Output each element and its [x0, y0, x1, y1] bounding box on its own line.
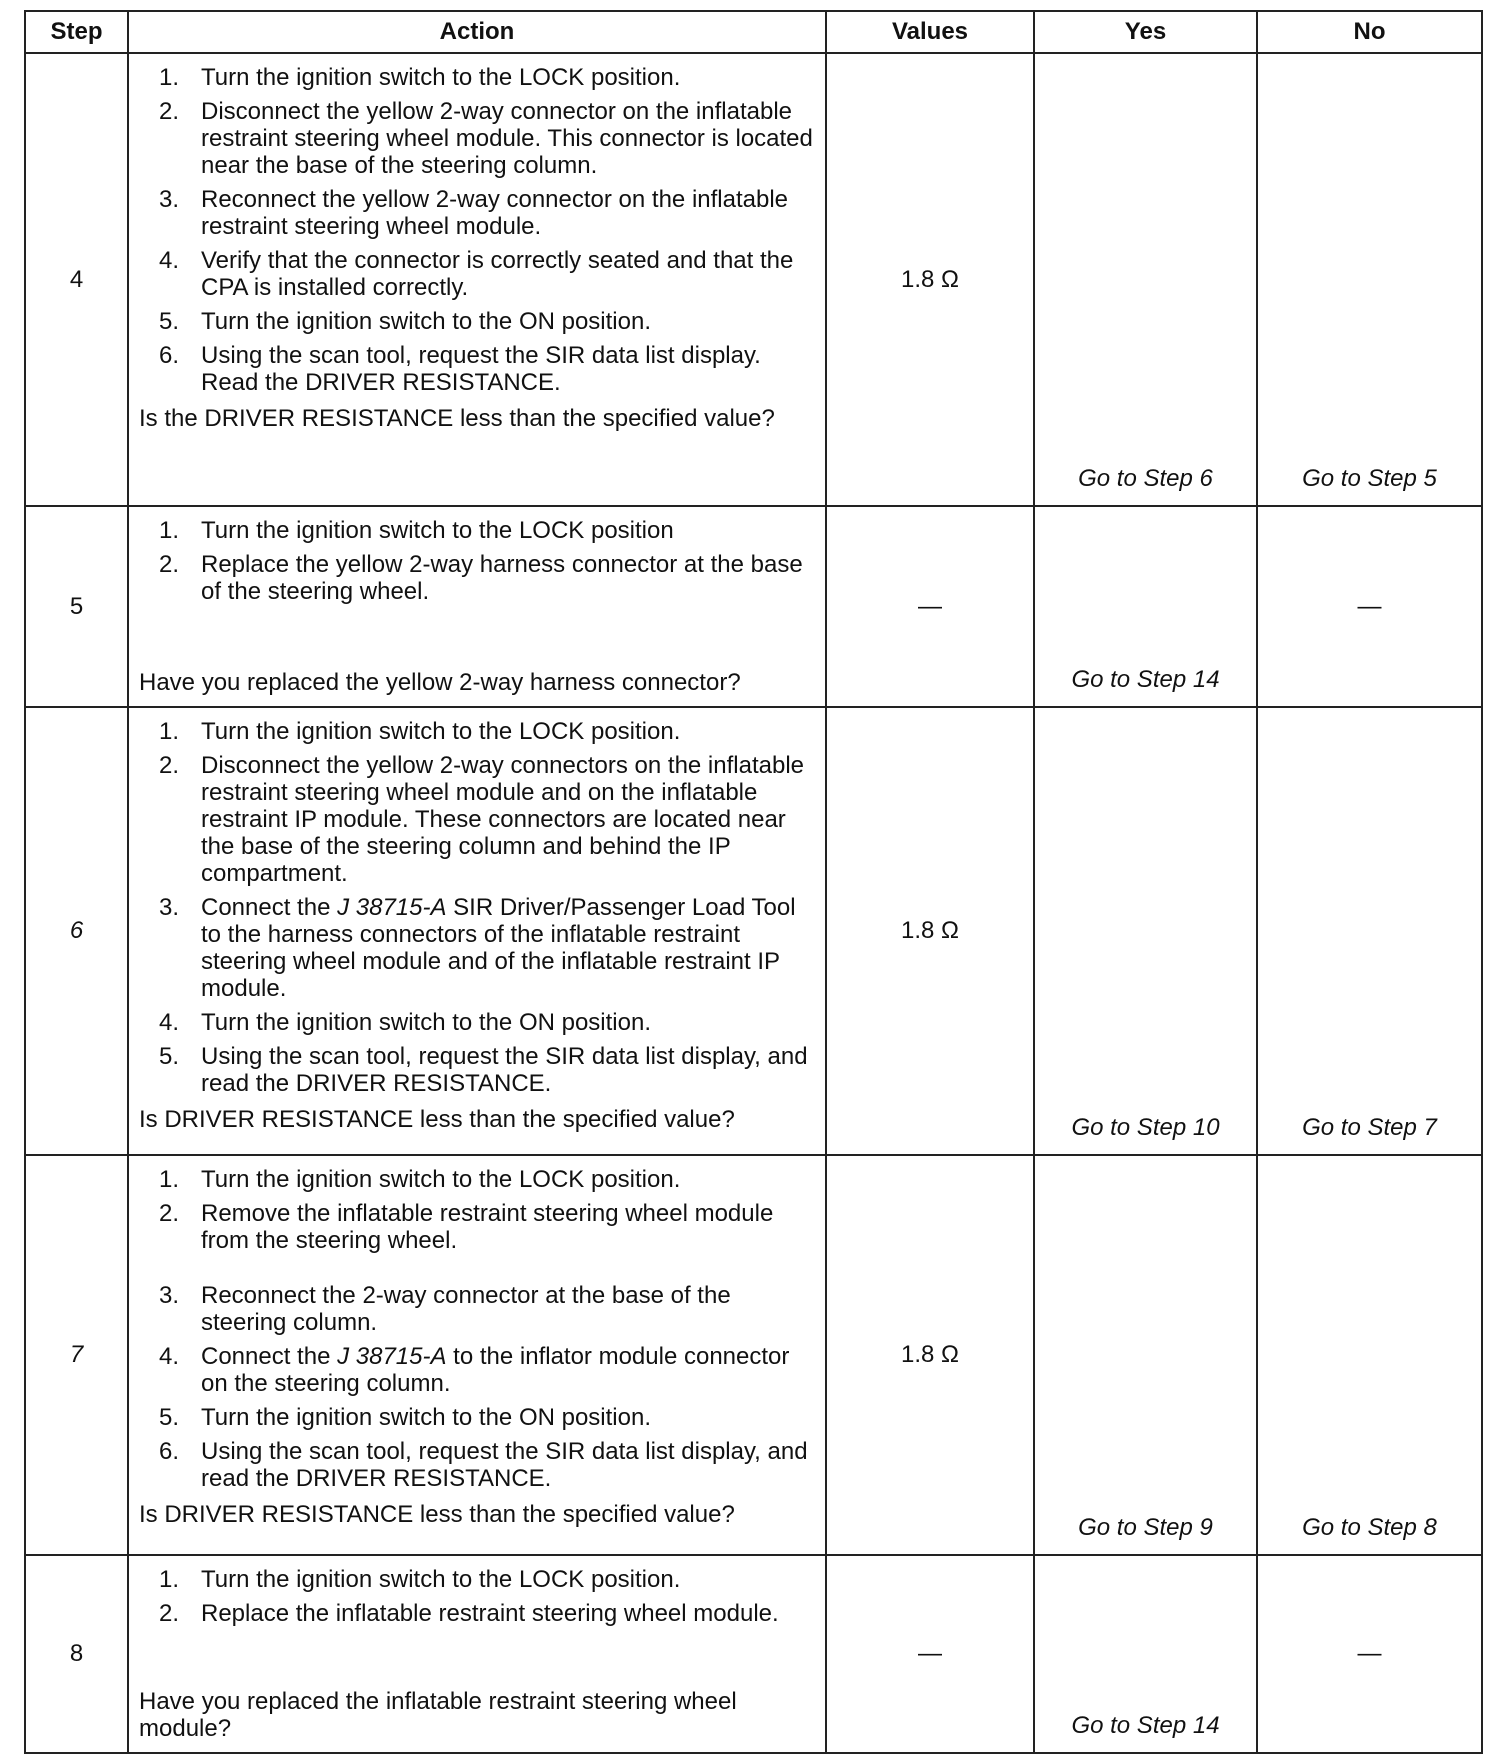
action-step-item	[139, 551, 813, 605]
action-step-item	[139, 1200, 813, 1254]
action-step-item	[139, 1566, 813, 1593]
step-item-number: 3.	[159, 894, 180, 921]
yes-action: Go to Step 6	[1034, 53, 1257, 506]
step-question: Is the DRIVER RESISTANCE less than the specified value?	[139, 405, 775, 432]
step-number: 8	[25, 1555, 128, 1753]
value-cell: —	[826, 1555, 1034, 1753]
yes-action: Go to Step 9	[1034, 1155, 1257, 1555]
step-item-text: Reconnect the 2-way connector at the base of the steering column.	[201, 1282, 731, 1336]
action-step-item	[139, 894, 813, 1002]
action-step-item	[139, 98, 813, 179]
step-item-number: 2.	[159, 551, 180, 578]
action-step-item	[139, 517, 813, 544]
action-steps-list	[139, 718, 813, 1104]
action-step-item	[139, 718, 813, 745]
step-item-number: 3.	[159, 186, 180, 213]
step-item-number: 2.	[159, 1600, 180, 1627]
value-cell: 1.8 Ω	[826, 53, 1034, 506]
action-step-item	[139, 1438, 813, 1492]
action-steps-list	[139, 1166, 813, 1499]
step-item-text: Reconnect the yellow 2-way connector on the inflatable restraint steering wheel module.	[201, 186, 789, 240]
table-row	[25, 53, 1482, 506]
action-step-item	[139, 308, 813, 335]
action-step-item	[139, 247, 813, 301]
step-item-number: 1.	[159, 517, 180, 544]
step-item-text: Disconnect the yellow 2-way connector on the inflatable restraint steering wheel module. This connector is located near the base of the steering column.	[201, 98, 813, 179]
yes-action: Go to Step 14	[1034, 506, 1257, 707]
step-question: Have you replaced the yellow 2-way harness connector?	[139, 669, 741, 696]
action-step-item	[139, 1009, 813, 1036]
step-item-text: Using the scan tool, request the SIR data list display, and read the DRIVER RESISTANCE.	[201, 1438, 808, 1492]
step-item-text: Turn the ignition switch to the ON position.	[201, 1404, 651, 1431]
value-cell: 1.8 Ω	[826, 1155, 1034, 1555]
action-steps-list	[139, 64, 813, 403]
action-step-item	[139, 64, 813, 91]
step-item-text: Replace the yellow 2-way harness connector at the base of the steering wheel.	[201, 551, 803, 605]
action-step-item	[139, 1600, 813, 1627]
action-step-item	[139, 1404, 813, 1431]
step-item-number: 2.	[159, 1200, 180, 1227]
action-step-item	[139, 186, 813, 240]
step-item-number: 4.	[159, 1343, 180, 1370]
value-cell: —	[826, 506, 1034, 707]
step-question: Is DRIVER RESISTANCE less than the specified value?	[139, 1501, 735, 1528]
diagnostic-table	[24, 10, 1483, 1754]
step-item-text: Turn the ignition switch to the LOCK position.	[201, 718, 681, 745]
header-no: No	[1257, 11, 1482, 53]
step-item-number: 2.	[159, 98, 180, 125]
step-item-number: 4.	[159, 247, 180, 274]
step-item-text: Turn the ignition switch to the LOCK position.	[201, 1566, 681, 1593]
step-item-text: Turn the ignition switch to the LOCK position.	[201, 1166, 681, 1193]
step-question: Is DRIVER RESISTANCE less than the specified value?	[139, 1106, 735, 1133]
action-steps-list	[139, 517, 813, 612]
step-item-number: 1.	[159, 64, 180, 91]
no-action: Go to Step 8	[1257, 1155, 1482, 1555]
no-action: —	[1257, 1555, 1482, 1753]
step-item-number: 5.	[159, 1404, 180, 1431]
step-item-text: Using the scan tool, request the SIR data list display, and read the DRIVER RESISTANCE.	[201, 1043, 808, 1097]
action-step-item	[139, 1282, 813, 1336]
step-item-text: Turn the ignition switch to the LOCK position.	[201, 64, 681, 91]
step-item-number: 1.	[159, 718, 180, 745]
action-step-item	[139, 752, 813, 887]
step-item-text: to the inflator module connector on the steering column.	[201, 1343, 790, 1397]
step-item-text: Turn the ignition switch to the ON position.	[201, 1009, 651, 1036]
header-step: Step	[25, 11, 128, 53]
no-action: Go to Step 5	[1257, 53, 1482, 506]
step-item-number: 6.	[159, 1438, 180, 1465]
step-number: 7	[25, 1155, 128, 1555]
step-item-text: Connect the	[201, 894, 338, 921]
action-cell	[128, 53, 826, 506]
step-item-text: Disconnect the yellow 2-way connectors on the inflatable restraint steering wheel module and on the inflatable restraint IP module. These connectors are located near the base of the steering column and behind the IP compartment.	[201, 752, 804, 887]
step-item-number: 1.	[159, 1566, 180, 1593]
tool-name: J 38715-A	[337, 1343, 447, 1370]
step-item-text: Connect the	[201, 1343, 338, 1370]
step-item-number: 4.	[159, 1009, 180, 1036]
step-question: Have you replaced the inflatable restraint steering wheel module?	[139, 1688, 737, 1742]
action-step-item	[139, 1043, 813, 1097]
step-item-text: Verify that the connector is correctly seated and that the CPA is installed correctly.	[201, 247, 794, 301]
header-yes: Yes	[1034, 11, 1257, 53]
table-row	[25, 707, 1482, 1155]
header-action: Action	[128, 11, 826, 53]
action-cell	[128, 1555, 826, 1753]
action-step-item	[139, 1166, 813, 1193]
step-item-text: Turn the ignition switch to the LOCK position	[201, 517, 674, 544]
step-item-number: 1.	[159, 1166, 180, 1193]
table-row	[25, 1155, 1482, 1555]
action-step-item	[139, 342, 813, 396]
value-cell: 1.8 Ω	[826, 707, 1034, 1155]
step-number: 6	[25, 707, 128, 1155]
action-cell	[128, 506, 826, 707]
step-number: 5	[25, 506, 128, 707]
yes-action: Go to Step 10	[1034, 707, 1257, 1155]
step-item-number: 3.	[159, 1282, 180, 1309]
action-cell	[128, 1155, 826, 1555]
action-steps-list	[139, 1566, 813, 1634]
step-item-text: Replace the inflatable restraint steering wheel module.	[201, 1600, 779, 1627]
table-row	[25, 506, 1482, 707]
header-values: Values	[826, 11, 1034, 53]
header-row	[25, 11, 1482, 53]
step-item-text: Turn the ignition switch to the ON position.	[201, 308, 651, 335]
step-item-number: 5.	[159, 308, 180, 335]
yes-action: Go to Step 14	[1034, 1555, 1257, 1753]
step-item-text: Remove the inflatable restraint steering wheel module from the steering wheel.	[201, 1200, 774, 1254]
step-item-text: SIR Driver/Passenger Load Tool to the harness connectors of the inflatable restraint steering wheel module and of the inflatable restraint IP module.	[201, 894, 796, 1002]
no-action: —	[1257, 506, 1482, 707]
step-item-number: 5.	[159, 1043, 180, 1070]
action-cell	[128, 707, 826, 1155]
step-number: 4	[25, 53, 128, 506]
action-step-item	[139, 1343, 813, 1397]
tool-name: J 38715-A	[337, 894, 447, 921]
step-item-text: Using the scan tool, request the SIR data list display. Read the DRIVER RESISTANCE.	[201, 342, 761, 396]
step-item-number: 6.	[159, 342, 180, 369]
step-item-number: 2.	[159, 752, 180, 779]
table-row	[25, 1555, 1482, 1753]
no-action: Go to Step 7	[1257, 707, 1482, 1155]
